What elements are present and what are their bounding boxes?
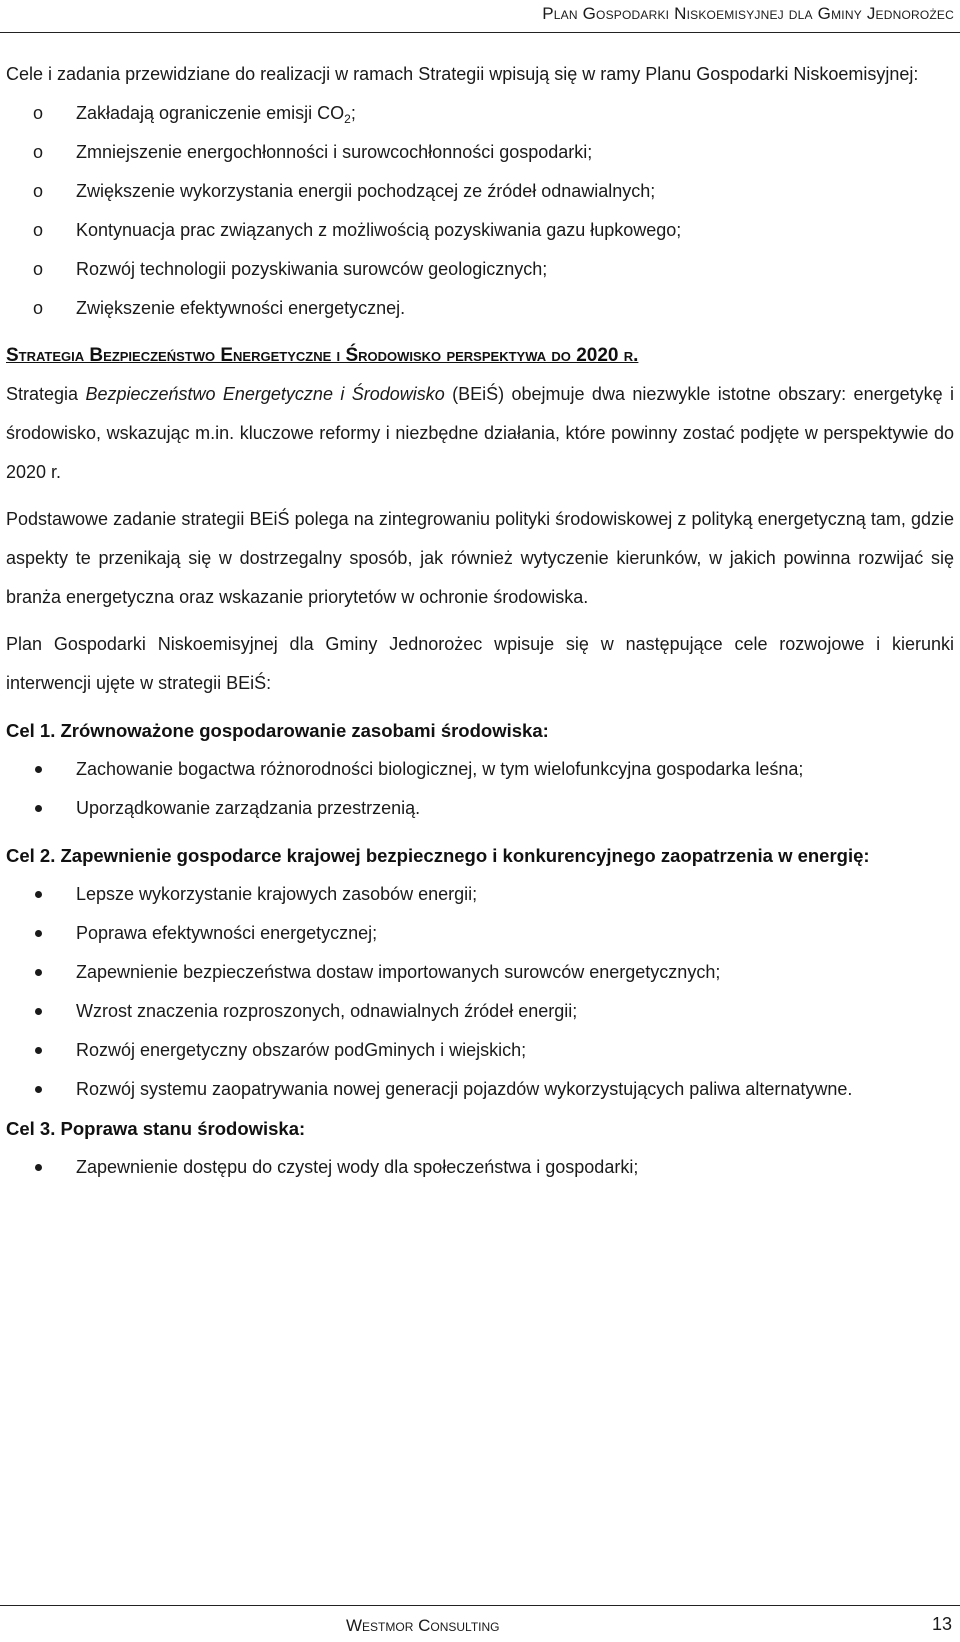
list-item-text: Wzrost znaczenia rozproszonych, odnawialnych źródeł energii; <box>76 1001 578 1021</box>
dot-bullet-icon <box>35 969 42 976</box>
dot-bullet-icon <box>35 1047 42 1054</box>
footer-company: Westmor Consulting <box>346 1616 500 1635</box>
list-item <box>6 875 954 914</box>
dot-bullet-icon <box>35 891 42 898</box>
list-item-text: ; <box>350 103 356 123</box>
dot-bullet-icon <box>35 805 42 812</box>
list-item <box>6 94 954 133</box>
list-item <box>6 953 954 992</box>
list-item <box>6 992 954 1031</box>
page-header <box>0 0 960 33</box>
dot-bullet-icon <box>35 1086 42 1093</box>
list-item <box>6 211 954 250</box>
list-item-text: Zakładają ograniczenie emisji CO <box>76 103 345 123</box>
list-item-text: Zapewnienie bezpieczeństwa dostaw importowanych surowców energetycznych; <box>76 962 721 982</box>
circle-bullet-icon: o <box>33 259 44 279</box>
list-item-text: Uporządkowanie zarządzania przestrzenią. <box>76 798 421 818</box>
task-paragraph: Podstawowe zadanie strategii BEiŚ polega na zintegrowaniu polityki środowiskowej z polityką energetyczną tam, gdzie aspekty te przenikają się w dostrzegalny sposób, jak również wytyczenie kierunków, w jakich powinna rozwijać się branża energetyczna oraz wskazanie priorytetów w ochronie środowiska. <box>6 509 954 607</box>
circle-bullet-icon: o <box>33 220 44 240</box>
list-item <box>6 789 954 828</box>
plan-paragraph: Plan Gospodarki Niskoemisyjnej dla Gminy Jednorożec wpisuje się w następujące cele rozwojowe i kierunki interwencji ujęte w strategii BEiŚ: <box>6 634 954 693</box>
page-number: 13 <box>931 1614 952 1634</box>
circle-bullet-icon: o <box>33 103 44 123</box>
list-item <box>6 133 954 172</box>
text-span: (BEiŚ) obejmuje dwa niezwykle istotne obszary: energetykę i środowisko, wskazując m.in. kluczowe reformy i niezbędne działania, które powinny zostać podjęte w perspektywie do 2020 r. <box>6 384 954 482</box>
section-heading: Strategia Bezpieczeństwo Energetyczne i Środowisko perspektywa do 2020 r. <box>6 345 639 366</box>
list-item-text: Rozwój energetyczny obszarów podGminych i wiejskich; <box>76 1040 527 1060</box>
list-item <box>6 1070 954 1109</box>
goal-1-list <box>6 750 954 828</box>
list-item <box>6 1031 954 1070</box>
list-item-text: Lepsze wykorzystanie krajowych zasobów energii; <box>76 884 478 904</box>
list-item <box>6 914 954 953</box>
strategy-name: Bezpieczeństwo Energetyczne i Środowisko <box>85 384 445 404</box>
dot-bullet-icon <box>35 1008 42 1015</box>
list-item-text: Zwiększenie wykorzystania energii pochodzącej ze źródeł odnawialnych; <box>76 181 656 201</box>
list-item-text: Rozwój technologii pozyskiwania surowców geologicznych; <box>76 259 548 279</box>
list-item-text: Rozwój systemu zaopatrywania nowej generacji pojazdów wykorzystujących paliwa alternatywne. <box>76 1079 853 1099</box>
list-item <box>6 1148 954 1187</box>
list-item-text: Zmniejszenie energochłonności i surowcochłonności gospodarki; <box>76 142 593 162</box>
header-title: Plan Gospodarki Niskoemisyjnej dla Gminy Jednorożec <box>542 4 954 23</box>
goal-2-heading: Cel 2. Zapewnienie gospodarce krajowej bezpiecznego i konkurencyjnego zaopatrzenia w energię: <box>6 845 870 866</box>
list-item-text: Kontynuacja prac związanych z możliwością pozyskiwania gazu łupkowego; <box>76 220 682 240</box>
list-item-text: Poprawa efektywności energetycznej; <box>76 923 378 943</box>
page-footer <box>0 1605 960 1642</box>
dot-bullet-icon <box>35 766 42 773</box>
text-span: Strategia <box>6 384 86 404</box>
list-item <box>6 250 954 289</box>
goal-3-list <box>6 1148 954 1187</box>
dot-bullet-icon <box>35 930 42 937</box>
intro-paragraph: Cele i zadania przewidziane do realizacji w ramach Strategii wpisują się w ramy Planu Gospodarki Niskoemisyjnej: <box>6 64 919 84</box>
list-item-text: Zapewnienie dostępu do czystej wody dla społeczeństwa i gospodarki; <box>76 1157 639 1177</box>
document-body <box>6 55 954 1187</box>
list-item <box>6 750 954 789</box>
strategy-paragraph <box>6 375 954 492</box>
list-item-text: Zwiększenie efektywności energetycznej. <box>76 298 406 318</box>
circle-bullet-icon: o <box>33 298 44 318</box>
subscript: 2 <box>344 112 351 126</box>
goal-1-heading: Cel 1. Zrównoważone gospodarowanie zasobami środowiska: <box>6 720 549 741</box>
circle-bullet-icon: o <box>33 181 44 201</box>
list-item <box>6 172 954 211</box>
intro-list <box>6 94 954 328</box>
list-item <box>6 289 954 328</box>
goal-2-list <box>6 875 954 1109</box>
goal-3-heading: Cel 3. Poprawa stanu środowiska: <box>6 1118 306 1139</box>
list-item-text: Zachowanie bogactwa różnorodności biologicznej, w tym wielofunkcyjna gospodarka leśna; <box>76 759 804 779</box>
circle-bullet-icon: o <box>33 142 44 162</box>
dot-bullet-icon <box>35 1164 42 1171</box>
